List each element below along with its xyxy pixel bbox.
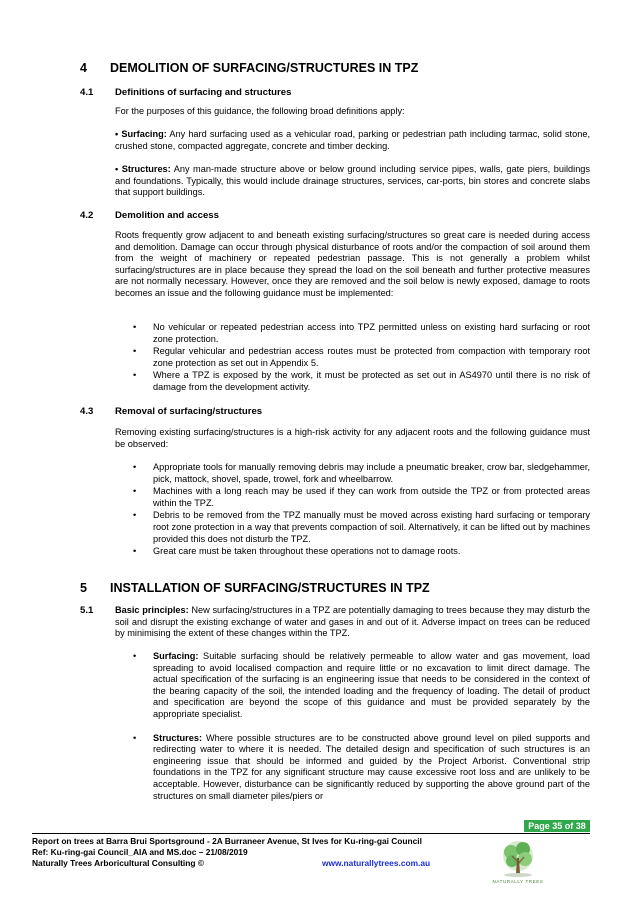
list-item: • Machines with a long reach may be used if they can work from outside the TPZ or from protected areas within the TPZ. [133,486,590,508]
section-5-1-number: 5.1 [80,605,94,616]
section-title: DEMOLITION OF SURFACING/STRUCTURES IN TPZ [110,61,419,75]
surfacing-definition [115,129,590,152]
structures-label: Structures: [153,732,203,743]
surfacing-text: Any hard surfacing used as a vehicular road, parking or pedestrian path including tarmac, solid stone, crushed stone, compacted aggregate, concrete and timber decking. [115,129,590,151]
surfacing-text: Suitable surfacing should be relatively permeable to allow water and gas movement, load spreading to avoid localised compaction and require little or no excavation to limit direct damage. The actual specification of the surfacing is an engineering issue that needs to be considered in the context of the bearing capacity of the soil, the intended loading and the frequency of loading. The detail of product and specification are beyond the scope of this guidance and must be provided separately by the appropriate specialist. [153,651,590,719]
list-item [133,651,590,721]
subsection-number: 4.1 [80,87,94,98]
page-number-badge: Page 35 of 38 [524,820,590,832]
section-4-2-paragraph: Roots frequently grow adjacent to and beneath existing surfacing/structures so great care is needed during access and demolition. Damage can occur through physical disturbance of roots and/or the compaction of soil around them from the weight of machinery or repeated pedestrian passage. This is not generally a problem whilst surfacing/structures are in place because they spread the load on the soil beneath and further protective measures are not normally necessary. However, once they are removed and the soil below is newly exposed, damage to roots becomes an issue and the following guidance must be implemented: [115,230,590,298]
list-item: • Appropriate tools for manually removing debris may include a pneumatic breaker, crow bar, sledgehammer, pick, mattock, shovel, spade, trowel, fork and wheelbarrow. [133,462,590,484]
surfacing-label: Surfacing: [153,651,199,661]
bullet-icon: • [133,651,137,661]
section-4-2-bullet-list [133,322,590,395]
surfacing-label: • Surfacing: [115,129,167,139]
bullet-icon: • [133,370,137,381]
section-4-3-paragraph: Removing existing surfacing/structures is a high-risk activity for any adjacent roots and the following guidance must be observed: [115,427,590,449]
subsection-title: Definitions of surfacing and structures [115,87,292,98]
basic-principles-paragraph [115,605,590,640]
basic-principles-label: Basic principles: [115,605,189,615]
section-4-1-heading [80,87,580,99]
list-item: • Regular vehicular and pedestrian access routes must be protected from compaction with temporary root zone protection as set out in Appendix 5. [133,346,590,368]
footer-website-link[interactable]: www.naturallytrees.com.au [322,858,431,868]
section-title: INSTALLATION OF SURFACING/STRUCTURES IN TPZ [110,581,430,595]
structures-definition [115,164,590,199]
bullet-icon: • [133,486,137,497]
bullet-icon: • [133,346,137,357]
footer-rule [32,833,590,834]
bullet-icon: • [133,462,137,472]
basic-principles-text: New surfacing/structures in a TPZ are potentially damaging to trees because they may disturb the soil and disrupt the existing exchange of water and gases in and out of it. Adverse impact on trees can be reduced by minimising the extent of these changes within the TPZ. [115,605,590,639]
subsection-number: 4.2 [80,210,94,221]
subsection-title: Demolition and access [115,210,219,221]
footer-company-line: Naturally Trees Arboricultural Consulting © [32,858,204,868]
subsection-number: 4.3 [80,406,94,417]
bullet-icon: • [133,322,137,332]
bullet-icon: • [133,510,137,521]
section-5-heading [80,581,580,596]
footer-report-line: Report on trees at Barra Brui Sportsground - 2A Burraneer Avenue, St Ives for Ku-ring-gai Council [32,836,422,846]
section-4-3-bullet-list [133,462,590,559]
list-item: • Debris to be removed from the TPZ manually must be moved across existing hard surfacing or temporary root zone protection in a way that prevents compaction of soil. Alternatively, it can be lifted out by machines provided this does not disturb the TPZ. [133,510,590,544]
footer-ref-line: Ref: Ku-ring-gai Council_AIA and MS.doc – 21/08/2019 [32,847,248,857]
subsection-title: Removal of surfacing/structures [115,406,263,417]
section-5-1-bullet-list [133,651,590,803]
section-number: 4 [80,61,87,75]
section-4-2-heading [80,210,580,222]
list-item: • Great care must be taken throughout these operations not to damage roots. [133,546,461,557]
structures-text: Any man-made structure above or below ground including service pipes, walls, gate piers, buildings and foundations. Typically, this would include drainage structures, services, car-ports, bin stores and concrete slabs that support buildings. [115,164,591,198]
bullet-icon: • [133,732,137,743]
tree-logo-icon [490,836,546,894]
section-number: 5 [80,581,87,595]
logo-text: NATURALLY TREES [492,879,544,884]
list-item [133,733,590,803]
section-4-3-heading [80,406,580,418]
section-4-1-intro: For the purposes of this guidance, the following broad definitions apply: [115,106,405,116]
bullet-icon: • [133,546,137,557]
list-item: • No vehicular or repeated pedestrian access into TPZ permitted unless on existing hard surfacing or root zone protection. [133,322,590,344]
section-4-heading [80,61,580,76]
list-item: • Where a TPZ is exposed by the work, it must be protected as set out in AS4970 until there is no risk of damage from the development activity. [133,370,590,392]
structures-text: Where possible structures are to be constructed above ground level on piled supports and redirecting water to where it is needed. The detailed design and specification of such structures is an engineering issue that should be informed and guided by the Project Arborist. Conventional strip foundations in the TPZ for any significant structure may cause excessive root loss and are unlikely to be acceptable. However, disturbance can be significantly reduced by supporting the above ground part of the structures on small diameter piles/piers or [153,732,590,801]
structures-label: • Structures: [115,164,171,174]
